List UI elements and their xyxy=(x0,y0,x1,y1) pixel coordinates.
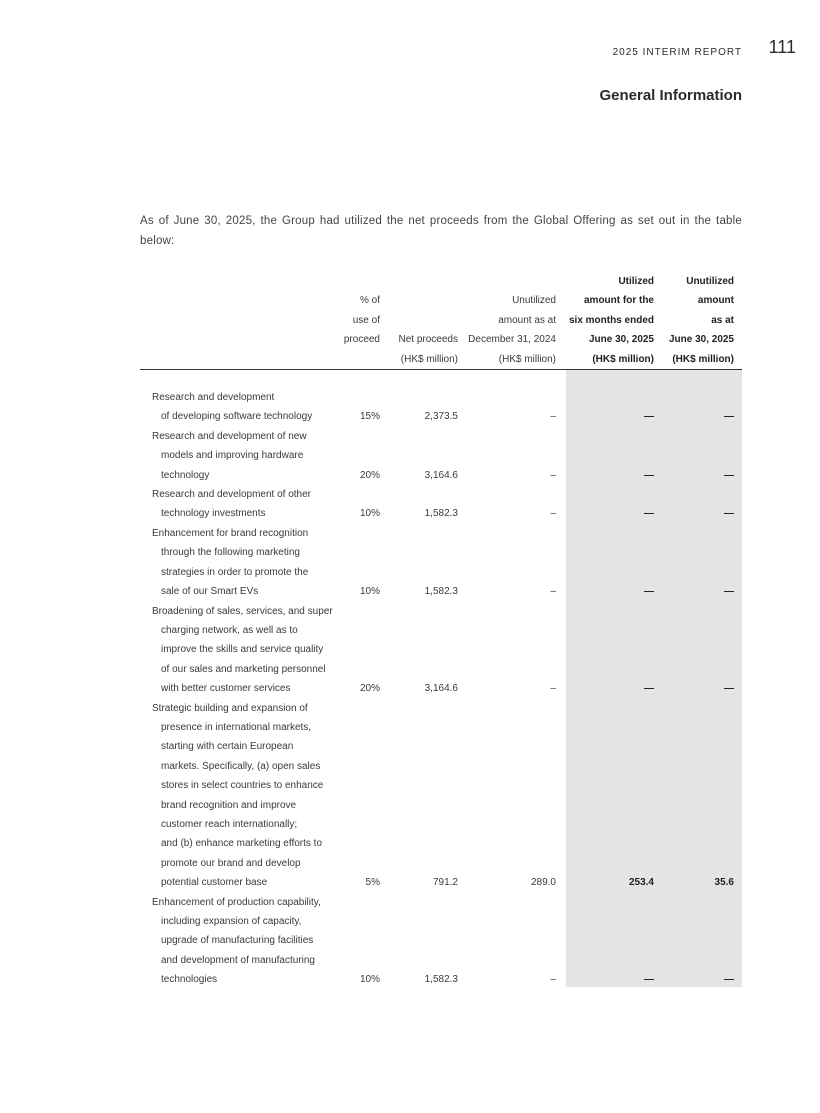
row-net-proceeds: 3,164.6 xyxy=(424,683,458,695)
row-percent: 10% xyxy=(359,586,380,598)
row-unutilized-2024: 289.0 xyxy=(530,877,556,889)
header-unutilized-2025: Unutilized amount as at June 30, 2025 (HK$ million) xyxy=(662,272,742,370)
row-utilized: — xyxy=(644,411,654,423)
row-utilized: 253.4 xyxy=(628,877,654,889)
table-row xyxy=(140,893,742,990)
row-unutilized-2024: – xyxy=(550,469,556,481)
row-unutilized-2025: — xyxy=(724,586,734,598)
table-row xyxy=(140,699,742,893)
row-utilized: — xyxy=(644,469,654,481)
row-unutilized-2025: — xyxy=(724,469,734,481)
row-unutilized-2024: – xyxy=(550,586,556,598)
row-utilized: — xyxy=(644,508,654,520)
header-net-proceeds: Net proceeds (HK$ million) xyxy=(388,272,466,370)
row-unutilized-2025: — xyxy=(724,683,734,695)
table-row xyxy=(140,485,742,524)
page-number: 111 xyxy=(768,37,796,57)
row-description: Strategic building and expansion of presence in international markets, starting with certain European markets. Specifically, (a) open sales stores in select countries to enhance brand recognition and improve customer reach internationally; and (b) enhance marketing efforts to promote our brand and develop potential customer base xyxy=(152,702,324,889)
row-description: Enhancement of production capability, including expansion of capacity, upgrade of manufacturing facilities and development of manufacturing technologies xyxy=(152,896,321,986)
row-net-proceeds: 1,582.3 xyxy=(424,974,458,986)
table-row xyxy=(140,602,742,699)
row-net-proceeds: 791.2 xyxy=(432,877,458,889)
row-unutilized-2024: – xyxy=(550,508,556,520)
row-net-proceeds: 2,373.5 xyxy=(424,411,458,423)
row-description: Research and development of developing software technology xyxy=(152,392,313,423)
table-row xyxy=(140,524,742,602)
row-net-proceeds: 1,582.3 xyxy=(424,508,458,520)
header-unutilized-2024: Unutilized amount as at December 31, 2024 (HK$ million) xyxy=(466,272,564,370)
row-description: Broadening of sales, services, and super charging network, as well as to improve the skills and service quality of our sales and marketing personnel with better customer services xyxy=(152,605,333,695)
row-unutilized-2024: – xyxy=(550,974,556,986)
row-unutilized-2024: – xyxy=(550,411,556,423)
table-header-row xyxy=(140,272,742,370)
table-row xyxy=(140,427,742,485)
row-unutilized-2025: 35.6 xyxy=(714,877,734,889)
row-percent: 15% xyxy=(359,411,380,423)
row-unutilized-2025: — xyxy=(724,411,734,423)
row-utilized: — xyxy=(644,683,654,695)
row-unutilized-2025: — xyxy=(724,508,734,520)
row-percent: 20% xyxy=(359,469,380,481)
row-net-proceeds: 1,582.3 xyxy=(424,586,458,598)
header-description xyxy=(140,272,336,370)
row-description: Research and development of other technology investments xyxy=(152,489,311,520)
section-title: General Information xyxy=(599,87,742,104)
row-percent: 5% xyxy=(365,877,380,889)
intro-paragraph: As of June 30, 2025, the Group had utilized the net proceeds from the Global Offering as set out in the table below: xyxy=(140,215,742,247)
row-utilized: — xyxy=(644,974,654,986)
row-percent: 10% xyxy=(359,974,380,986)
table-row xyxy=(140,388,742,427)
row-percent: 20% xyxy=(359,683,380,695)
row-unutilized-2025: — xyxy=(724,974,734,986)
row-description: Research and development of new models and improving hardware technology xyxy=(152,430,307,481)
header-percent: % of use of proceed xyxy=(336,272,388,370)
row-utilized: — xyxy=(644,586,654,598)
header-utilized: Utilized amount for the six months ended June 30, 2025 (HK$ million) xyxy=(564,272,662,370)
row-unutilized-2024: – xyxy=(550,683,556,695)
row-percent: 10% xyxy=(359,508,380,520)
proceeds-table xyxy=(140,272,742,990)
report-title: 2025 INTERIM REPORT xyxy=(612,47,742,58)
row-description: Enhancement for brand recognition through the following marketing strategies in order to promote the sale of our Smart EVs xyxy=(152,527,309,598)
row-net-proceeds: 3,164.6 xyxy=(424,469,458,481)
